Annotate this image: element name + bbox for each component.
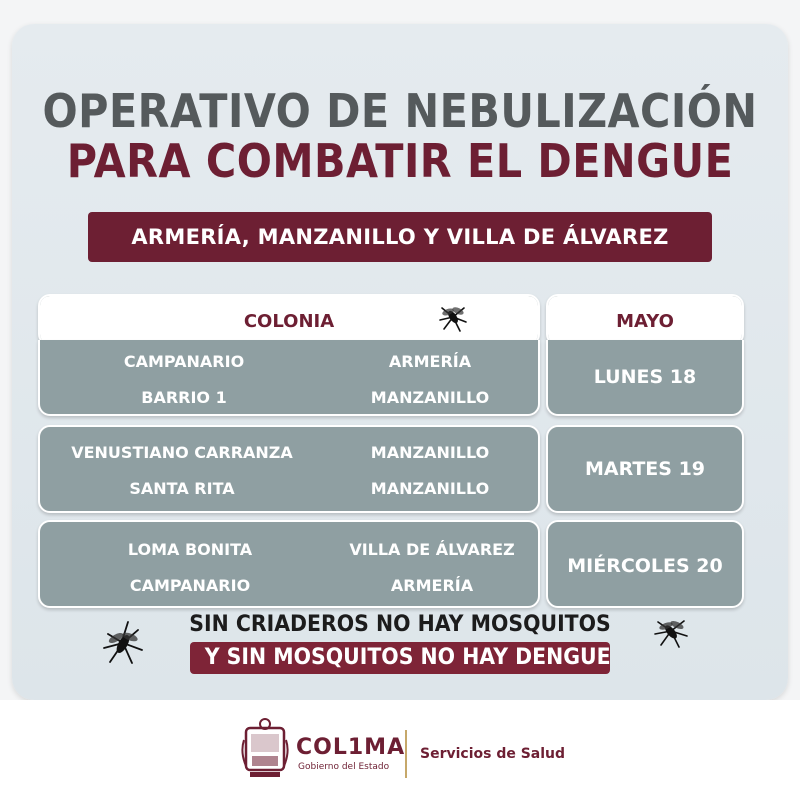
colonia-header-label: COLONIA (243, 310, 335, 332)
colima-logo-name: COL1MA (296, 735, 406, 760)
mayo-header-card (546, 294, 744, 346)
municipio-name: VILLA DE ÁLVAREZ (349, 540, 515, 559)
mosquito-icon (436, 300, 470, 334)
colima-logo-subtitle: Gobierno del Estado (298, 762, 390, 772)
mosquito-icon (100, 620, 146, 666)
colonia-row-2 (38, 425, 540, 513)
region-banner: ARMERÍA, MANZANILLO Y VILLA DE ÁLVAREZ (88, 212, 712, 262)
day-label: MARTES 19 (584, 458, 706, 480)
health-services-label: Servicios de Salud (420, 746, 566, 762)
colonia-row-1 (38, 340, 540, 416)
title-line-1: OPERATIVO DE NEBULIZACIÓN (42, 84, 758, 138)
day-card-2 (546, 425, 744, 513)
municipio-name: ARMERÍA (388, 352, 472, 371)
day-card-1 (546, 340, 744, 416)
slogan-banner (190, 642, 610, 674)
mayo-header (548, 296, 742, 346)
day-card-3 (546, 520, 744, 608)
slogan-line-2: Y SIN MOSQUITOS NO HAY DENGUE (204, 645, 611, 670)
slogan-line-1: SIN CRIADEROS NO HAY MOSQUITOS (189, 612, 611, 637)
colonia-row-3 (38, 520, 540, 608)
colonia-name: BARRIO 1 (141, 388, 227, 407)
mosquito-icon (652, 612, 690, 650)
coat-of-arms-icon (240, 716, 290, 780)
day-label: LUNES 18 (593, 366, 697, 388)
mayo-header-label: MAYO (616, 310, 674, 332)
colonia-name: VENUSTIANO CARRANZA (71, 443, 293, 462)
footer-divider (405, 730, 407, 778)
municipio-name: MANZANILLO (370, 479, 490, 498)
municipio-name: ARMERÍA (390, 576, 474, 595)
title-line-2: PARA COMBATIR EL DENGUE (66, 134, 734, 188)
municipio-name: MANZANILLO (370, 388, 490, 407)
day-label: MIÉRCOLES 20 (567, 555, 723, 577)
colonia-name: CAMPANARIO (123, 352, 245, 371)
colonia-name: CAMPANARIO (129, 576, 251, 595)
colonia-name: LOMA BONITA (127, 540, 253, 559)
municipio-name: MANZANILLO (370, 443, 490, 462)
colonia-name: SANTA RITA (129, 479, 235, 498)
